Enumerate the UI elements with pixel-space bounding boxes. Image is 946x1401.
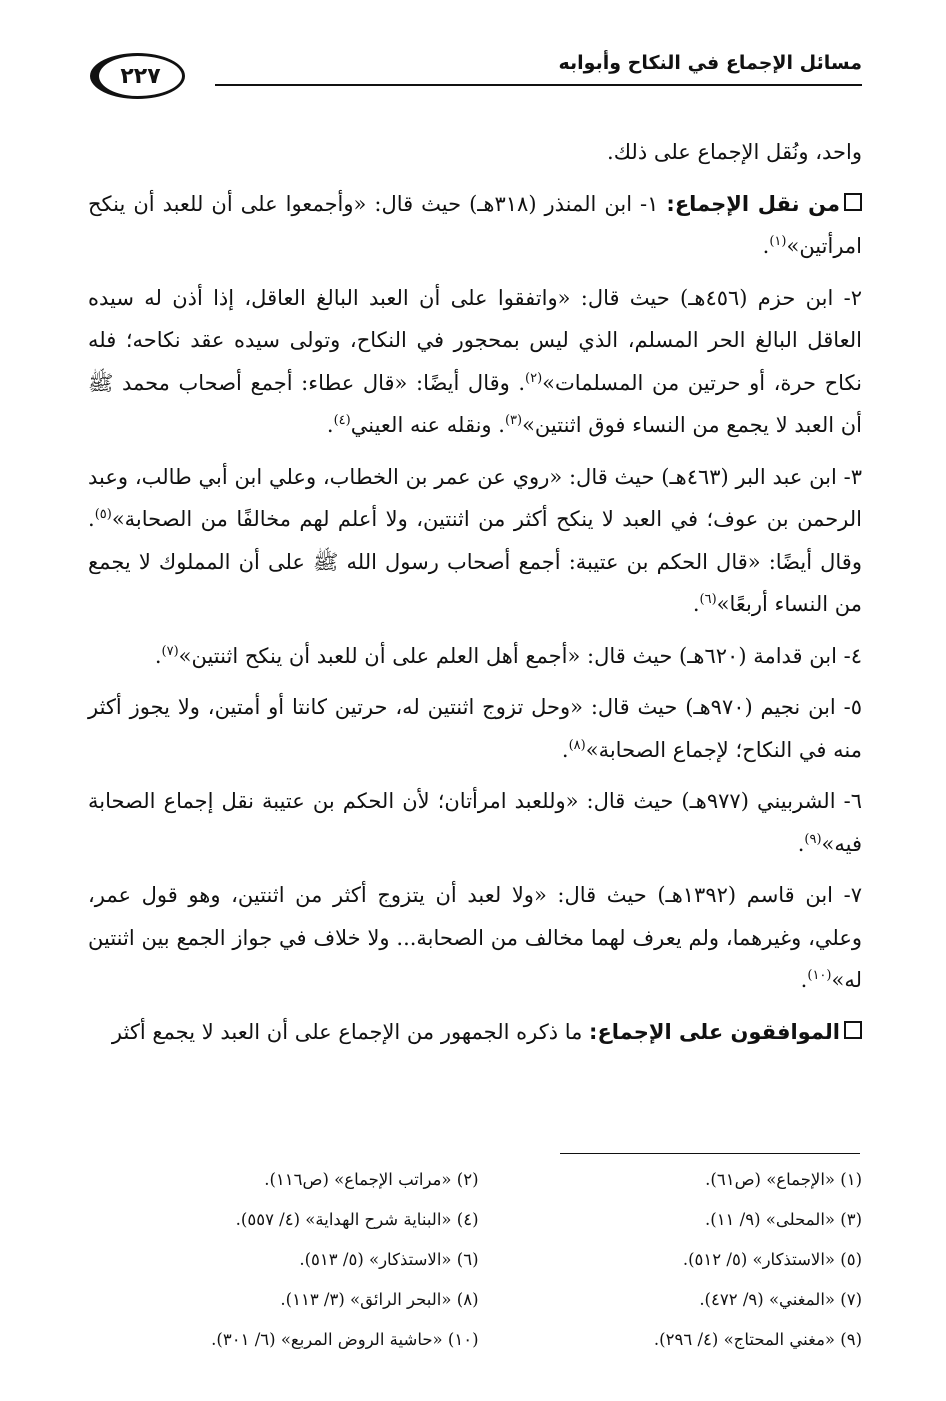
footnote-item: (٥) «الاستذكار» (٥/ ٥١٢). [682, 1250, 862, 1269]
punctuation: . [692, 592, 700, 616]
page-header [95, 40, 862, 100]
footnote-item: (١) «الإجماع» (ص٦١). [705, 1170, 862, 1189]
paragraph-text: ٦- الشربيني (٩٧٧هـ) حيث قال: «وللعبد امرأتان؛ لأن الحكم بن عتيبة نقل إجماع الصحابة فيه» [88, 789, 862, 856]
footnote-item: (٦) «الاستذكار» (٥/ ٥١٣). [299, 1250, 479, 1269]
footnote-item: (٨) «البحر الرائق» (٣/ ١١٣). [280, 1290, 479, 1309]
main-text [88, 131, 862, 1062]
square-bullet-icon [844, 1021, 862, 1039]
footnotes [115, 1160, 862, 1360]
paragraph-text: ٥- ابن نجيم (٩٧٠هـ) حيث قال: «وحل تزوج اثنتين له، حرتين كانتا أو أمتين، ولا يجوز أكثر منه في النكاح؛ لإجماع الصحابة» [88, 695, 862, 762]
footnote-item: (٧) «المغني» (٩/ ٤٧٢). [699, 1290, 862, 1309]
running-title: مسائل الإجماع في النكاح وأبوابه [558, 52, 862, 74]
footnote-item: (١٠) «حاشية الروض المربع» (٦/ ٣٠١). [211, 1330, 479, 1349]
footnote-ref[interactable]: (٨) [568, 737, 586, 753]
footnote-ref[interactable]: (٢) [525, 370, 543, 386]
page-number-badge [90, 53, 185, 99]
paragraph-8 [88, 874, 862, 1002]
footnote-ref[interactable]: (١٠) [807, 968, 832, 983]
paragraph-text: ٢- ابن حزم (٤٥٦هـ) حيث قال: «واتفقوا على أن العبد البالغ العاقل، إذا أذن له سيده العاقل البالغ الحر المسلم، الذي ليس بمحجور في النكاح، وتولى سيده عقد نكاحه؛ فله نكاح حرة، أو حرتين من المسلمات» [88, 285, 862, 395]
paragraph-text: واحد، ونُقل الإجماع على ذلك. [607, 140, 862, 164]
footnote-item: (٤) «البناية شرح الهداية» (٤/ ٥٥٧). [235, 1210, 479, 1229]
footnote-ref[interactable]: (٧) [161, 643, 179, 659]
footnote-item: (٣) «المحلى» (٩/ ١١). [705, 1210, 862, 1229]
paragraph-text: . وقال أيضًا: «قال عطاء: أجمع أصحاب محمد ﷺ أن العبد لا يجمع من النساء فوق اثنتين» [88, 370, 862, 437]
paragraph-6 [88, 686, 862, 771]
punctuation: . [800, 968, 808, 992]
footnote-item: (٩) «مغني المحتاج» (٤/ ٢٩٦). [653, 1330, 862, 1349]
footnote-divider [560, 1153, 860, 1154]
footnote-ref[interactable]: (٤) [333, 413, 351, 428]
paragraph-text: ١- ابن المنذر (٣١٨هـ) حيث قال: «وأجمعوا على أن للعبد أن ينكح امرأتين» [88, 191, 862, 258]
section-heading: الموافقون على الإجماع: [589, 1019, 840, 1044]
paragraph-7 [88, 780, 862, 865]
paragraph-9 [88, 1011, 862, 1054]
paragraph-5 [88, 635, 862, 678]
paragraph-2 [88, 183, 862, 268]
footnote-ref[interactable]: (٥) [94, 507, 112, 522]
paragraph-text: ٧- ابن قاسم (١٣٩٢هـ) حيث قال: «ولا لعبد أن يتزوج أكثر من اثنتين، وهو قول عمر، وعلي، وغيرهما، ولم يعرف لهما مخالف من الصحابة... ولا خلاف في جواز الجمع بين اثنتين له» [88, 883, 862, 992]
square-bullet-icon [844, 193, 862, 211]
footnote-ref[interactable]: (٣) [504, 413, 523, 428]
paragraph-text: ما ذكره الجمهور من الإجماع على أن العبد لا يجمع أكثر [111, 1019, 590, 1044]
punctuation: . [561, 737, 569, 762]
punctuation: . [762, 234, 770, 258]
paragraph-text: . وقال أيضًا: «قال الحكم بن عتيبة: أجمع أصحاب رسول الله ﷺ على أن المملوك لا يجمع من النساء أربعًا» [88, 507, 862, 616]
page-number: ٢٢٧ [120, 63, 161, 89]
section-heading: من نقل الإجماع: [666, 191, 840, 216]
footnote-ref[interactable]: (٦) [699, 592, 717, 607]
punctuation: . [154, 643, 162, 668]
punctuation: . [326, 413, 334, 437]
footnote-ref[interactable]: (١) [769, 234, 787, 249]
paragraph-3 [88, 277, 862, 447]
paragraph-4 [88, 456, 862, 626]
paragraph-text: ٣- ابن عبد البر (٤٦٣هـ) حيث قال: «روي عن عمر بن الخطاب، وعلي ابن أبي طالب، وعبد الرحمن بن عوف؛ في العبد لا ينكح أكثر من اثنتين، ولا أعلم لهم مخالفًا من الصحابة» [88, 464, 863, 531]
punctuation: . [797, 831, 805, 856]
paragraph-1 [88, 131, 862, 174]
footnote-ref[interactable]: (٩) [804, 831, 822, 847]
footnote-item: (٢) «مراتب الإجماع» (ص١١٦). [264, 1170, 479, 1189]
paragraph-text: ٤- ابن قدامة (٦٢٠هـ) حيث قال: «أجمع أهل العلم على أن للعبد أن ينكح اثنتين» [178, 643, 862, 668]
header-rule [215, 84, 862, 86]
paragraph-text: . ونقله عنه العيني [350, 413, 505, 437]
